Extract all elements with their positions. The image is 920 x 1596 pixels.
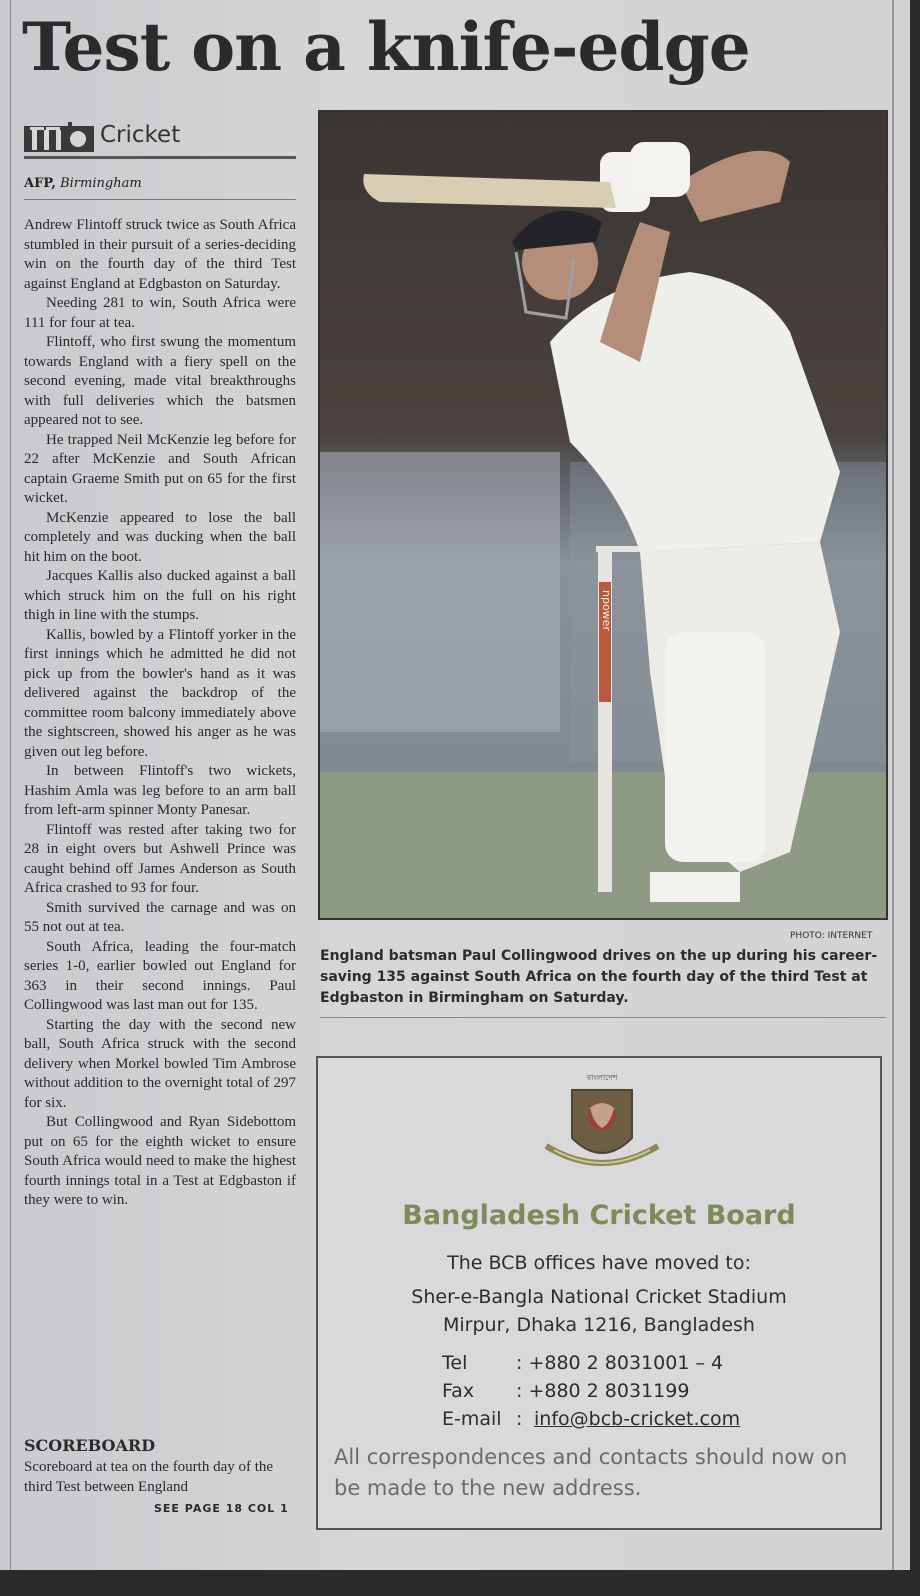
ad-note: All correspondences and contacts should now on be made to the new address. <box>334 1445 848 1500</box>
section-label: Cricket <box>100 122 181 148</box>
article-paragraph: Starting the day with the second new ball, South Africa struck with the second delivery when Morkel bowled Tim Ambrose without addition to the overnight total of 297 for six. <box>24 1016 296 1111</box>
ad-moved-line: The BCB offices have moved to: <box>447 1252 751 1274</box>
article-paragraph: Flintoff was rested after taking two for 28 in eight overs but Ashwell Prince was caught behind off James Anderson as South Africa crashed to 93 for four. <box>24 821 296 896</box>
email-value: info@bcb-cricket.com <box>534 1408 741 1430</box>
fax-label: Fax <box>442 1380 475 1402</box>
article-paragraph: Kallis, bowled by a Flintoff yorker in the first innings which he admitted he did not pick up from the bowler's hand as it was delivered against the backdrop of the committee room balcony immediately above the sightscreen, showed his anger as he was given out leg before. <box>24 626 296 760</box>
dateline-agency: AFP, <box>24 176 56 191</box>
article-paragraph: He trapped Neil McKenzie leg before for 22 after McKenzie and South African captain Graeme Smith put on 65 for the first wicket. <box>24 431 296 506</box>
ad-fax <box>442 1380 689 1402</box>
ad-telephone <box>442 1352 723 1374</box>
article-paragraph: Jacques Kallis also ducked against a ball which struck him on the full on his right thigh in line with the stumps. <box>24 568 296 623</box>
scoreboard-heading: SCOREBOARD <box>24 1436 156 1455</box>
ad-address-line1: Sher-e-Bangla National Cricket Stadium <box>411 1286 787 1308</box>
article-paragraph: Needing 281 to win, South Africa were 111 for four at tea. <box>24 295 296 331</box>
article-paragraph: In between Flintoff's two wickets, Hashim Amla was leg before to an arm ball from left-arm spinner Monty Panesar. <box>24 763 296 818</box>
stump-sponsor-text: npower <box>600 590 613 631</box>
ad-address-line2: Mirpur, Dhaka 1216, Bangladesh <box>443 1314 755 1336</box>
photo-credit: PHOTO: INTERNET <box>790 931 873 941</box>
bcb-advertisement <box>316 1056 882 1530</box>
article-paragraph: Smith survived the carnage and was on 55 not out at tea. <box>24 899 296 935</box>
cricket-stumps-icon <box>24 122 94 152</box>
fax-value: : +880 2 8031199 <box>516 1380 690 1402</box>
organization-name: Bangladesh Cricket Board <box>402 1200 796 1231</box>
news-photo <box>318 110 888 920</box>
email-separator: : <box>516 1408 523 1430</box>
email-label: E-mail <box>442 1408 502 1430</box>
article-paragraph: McKenzie appeared to lose the ball completely and was ducking when the ball hit him on the boot. <box>24 509 296 565</box>
continuation-reference: SEE PAGE 18 COL 1 <box>154 1502 289 1515</box>
dateline-place: Birmingham <box>60 176 142 191</box>
photo-caption: England batsman Paul Collingwood drives on the up during his career-saving 135 against South Africa on the fourth day of the third Test at Edgbaston in Birmingham on Saturday. <box>320 946 886 1018</box>
tel-label: Tel <box>442 1352 468 1374</box>
tel-value: : +880 2 8031001 – 4 <box>516 1352 724 1374</box>
column-rule <box>10 0 11 1570</box>
dateline <box>24 176 296 200</box>
article-paragraph: Flintoff, who first swung the momentum towards England with a fiery spell on the second evening, made vital breakthroughs with full deliveries which the batsmen appeared not to see. <box>24 334 296 428</box>
batsman-photo-illustration <box>320 112 886 918</box>
article-paragraph: Andrew Flintoff struck twice as South Africa stumbled in their pursuit of a series-deciding win on the fourth day of the third Test against England at Edgbaston on Saturday. <box>24 217 296 292</box>
article-paragraph: South Africa, leading the four-match series 1-0, earlier bowled out England for 363 in their second innings. Paul Collingwood was last man out for 135. <box>24 938 296 1013</box>
article-body <box>24 216 296 1211</box>
section-header <box>24 118 296 159</box>
page-edge-rule <box>892 0 894 1570</box>
ad-email <box>442 1408 740 1430</box>
headline: Test on a knife-edge <box>22 8 750 86</box>
scoreboard-text: Scoreboard at tea on the fourth day of the third Test between England <box>24 1459 274 1495</box>
emblem-bangla-text: বাংলাদেশ <box>586 1073 618 1082</box>
article-paragraph: But Collingwood and Ryan Sidebottom put on 65 for the eighth wicket to ensure South Africa would need to make the highest fourth innings total in a Test at Edgbaston if they were to win. <box>24 1114 296 1208</box>
bcb-emblem-icon <box>544 1068 660 1186</box>
